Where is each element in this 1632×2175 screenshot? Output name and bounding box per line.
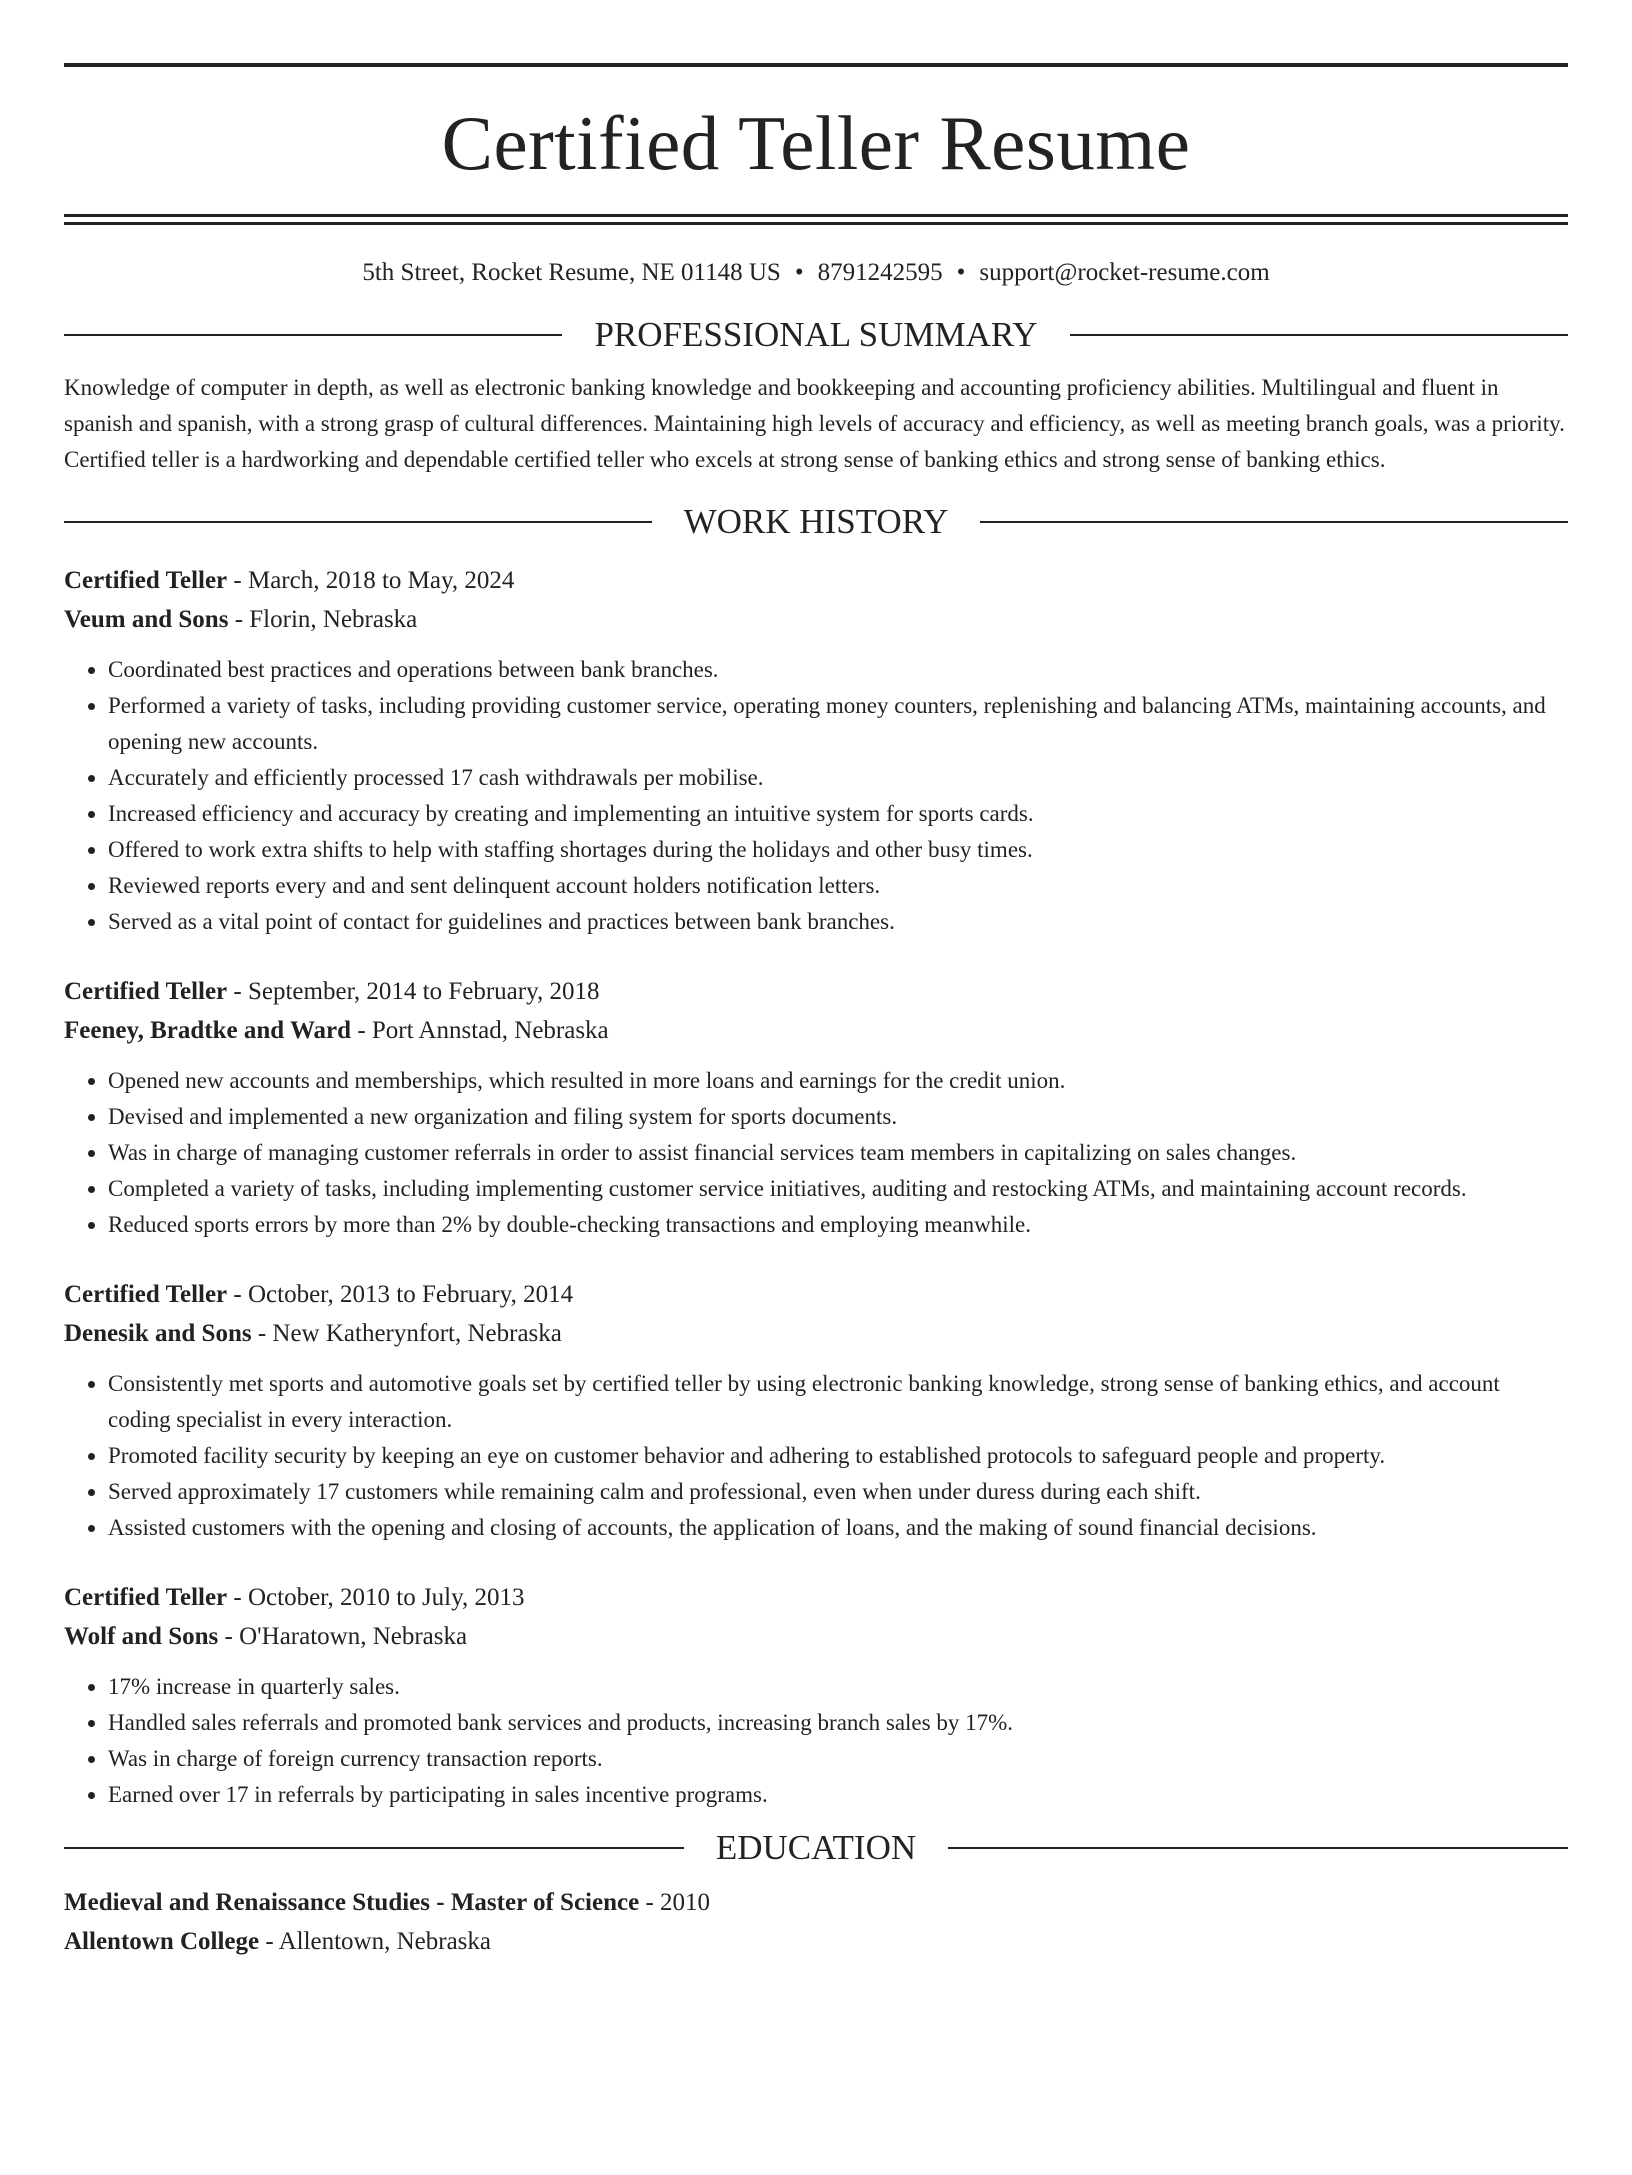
job-title-line	[64, 1578, 1568, 1617]
section-heading-label: EDUCATION	[715, 1828, 917, 1867]
resume-title: Certified Teller Resume	[441, 100, 1191, 186]
heading-rule-right	[980, 521, 1568, 523]
job-title-line	[64, 1275, 1568, 1314]
job-location: - Florin, Nebraska	[228, 606, 418, 633]
contact-separator: •	[956, 259, 966, 286]
job-title: Certified Teller	[64, 567, 228, 594]
list-item: • Offered to work extra shifts to help with staffing shortages during the holidays and other busy times.	[108, 832, 1568, 868]
job-title: Certified Teller	[64, 1584, 228, 1611]
job-bullets	[64, 1366, 1568, 1546]
job-entry	[64, 561, 1568, 940]
list-item: • Served as a vital point of contact for guidelines and practices between bank branches.	[108, 904, 1568, 940]
job-title-line	[64, 972, 1568, 1011]
list-item: • Assisted customers with the opening and closing of accounts, the application of loans, and the making of sound financial decisions.	[108, 1510, 1568, 1546]
list-item: • Reduced sports errors by more than 2% by double-checking transactions and employing meanwhile.	[108, 1207, 1568, 1243]
list-item: • Increased efficiency and accuracy by creating and implementing an intuitive system for sports cards.	[108, 796, 1568, 832]
heading-rule-right	[948, 1847, 1568, 1849]
list-item: • Completed a variety of tasks, including implementing customer service initiatives, auditing and restocking ATMs, and maintaining account records.	[108, 1171, 1568, 1207]
summary-paragraph: Knowledge of computer in depth, as well as electronic banking knowledge and bookkeeping and accounting proficiency abilities. Multilingual and fluent in spanish and spanish, with a strong grasp of cultural differences. Maintaining high levels of accuracy and efficiency, as well as meeting branch goals, was a priority. Certified teller is a hardworking and dependable certified teller who excels at strong sense of banking ethics and strong sense of banking ethics.	[64, 375, 1565, 472]
job-dates: - March, 2018 to May, 2024	[227, 567, 515, 594]
top-rule	[64, 63, 1568, 67]
section-heading-label: WORK HISTORY	[683, 502, 949, 541]
job-company-line	[64, 1314, 1568, 1353]
section-heading-label: PROFESSIONAL SUMMARY	[594, 315, 1038, 354]
job-entry	[64, 1275, 1568, 1546]
heading-rule-left	[64, 521, 652, 523]
education-location: - Allentown, Nebraska	[259, 1928, 492, 1955]
list-item: • Earned over 17 in referrals by participating in sales incentive programs.	[108, 1777, 1568, 1813]
heading-rule-right	[1070, 334, 1568, 336]
list-item: • Accurately and efficiently processed 17 cash withdrawals per mobilise.	[108, 760, 1568, 796]
education-degree-line	[64, 1883, 1568, 1922]
job-bullets	[64, 1063, 1568, 1243]
job-title-line	[64, 561, 1568, 600]
list-item: • Was in charge of managing customer referrals in order to assist financial services team members in capitalizing on sales changes.	[108, 1135, 1568, 1171]
job-dates: - October, 2013 to February, 2014	[227, 1281, 574, 1308]
education-entry	[64, 1883, 1568, 1961]
list-item: • Coordinated best practices and operations between bank branches.	[108, 652, 1568, 688]
list-item: • Handled sales referrals and promoted bank services and products, increasing branch sales by 17%.	[108, 1705, 1568, 1741]
job-company: Denesik and Sons	[64, 1320, 252, 1347]
list-item: • Was in charge of foreign currency transaction reports.	[108, 1741, 1568, 1777]
education-school-line	[64, 1922, 1568, 1961]
job-bullets	[64, 652, 1568, 940]
list-item: • 17% increase in quarterly sales.	[108, 1669, 1568, 1705]
heading-rule-left	[64, 334, 562, 336]
list-item: • Performed a variety of tasks, including providing customer service, operating money counters, replenishing and balancing ATMs, maintaining accounts, and opening new accounts.	[108, 688, 1568, 760]
job-dates: - October, 2010 to July, 2013	[227, 1584, 525, 1611]
section-heading-work-history	[64, 501, 1568, 543]
job-company: Wolf and Sons	[64, 1623, 219, 1650]
list-item: • Promoted facility security by keeping an eye on customer behavior and adhering to established protocols to safeguard people and property.	[108, 1438, 1568, 1474]
contact-phone: 8791242595	[817, 259, 943, 286]
section-heading-summary	[64, 314, 1568, 356]
title-double-rule	[64, 214, 1568, 225]
contact-line	[64, 258, 1568, 288]
job-location: - Port Annstad, Nebraska	[351, 1017, 609, 1044]
job-company: Feeney, Bradtke and Ward	[64, 1017, 352, 1044]
job-entry	[64, 1578, 1568, 1813]
job-company: Veum and Sons	[64, 606, 229, 633]
job-location: - New Katherynfort, Nebraska	[251, 1320, 562, 1347]
list-item: • Consistently met sports and automotive goals set by certified teller by using electronic banking knowledge, strong sense of banking ethics, and account coding specialist in every interaction.	[108, 1366, 1568, 1438]
education-school: Allentown College	[64, 1928, 260, 1955]
job-title: Certified Teller	[64, 978, 228, 1005]
job-location: - O'Haratown, Nebraska	[218, 1623, 468, 1650]
job-company-line	[64, 1011, 1568, 1050]
list-item: • Devised and implemented a new organization and filing system for sports documents.	[108, 1099, 1568, 1135]
section-heading-education	[64, 1827, 1568, 1869]
job-company-line	[64, 600, 1568, 639]
job-title: Certified Teller	[64, 1281, 228, 1308]
job-entry	[64, 972, 1568, 1243]
list-item: • Opened new accounts and memberships, which resulted in more loans and earnings for the credit union.	[108, 1063, 1568, 1099]
job-dates: - September, 2014 to February, 2018	[227, 978, 600, 1005]
list-item: • Served approximately 17 customers while remaining calm and professional, even when under duress during each shift.	[108, 1474, 1568, 1510]
education-year: - 2010	[639, 1889, 711, 1916]
job-company-line	[64, 1617, 1568, 1656]
contact-address: 5th Street, Rocket Resume, NE 01148 US	[362, 259, 781, 286]
job-bullets	[64, 1669, 1568, 1813]
list-item: • Reviewed reports every and and sent delinquent account holders notification letters.	[108, 868, 1568, 904]
contact-separator: •	[794, 259, 804, 286]
contact-email: support@rocket-resume.com	[979, 259, 1270, 286]
resume-page	[0, 63, 1632, 2175]
heading-rule-left	[64, 1847, 684, 1849]
education-degree: Medieval and Renaissance Studies - Master of Science	[64, 1889, 640, 1916]
